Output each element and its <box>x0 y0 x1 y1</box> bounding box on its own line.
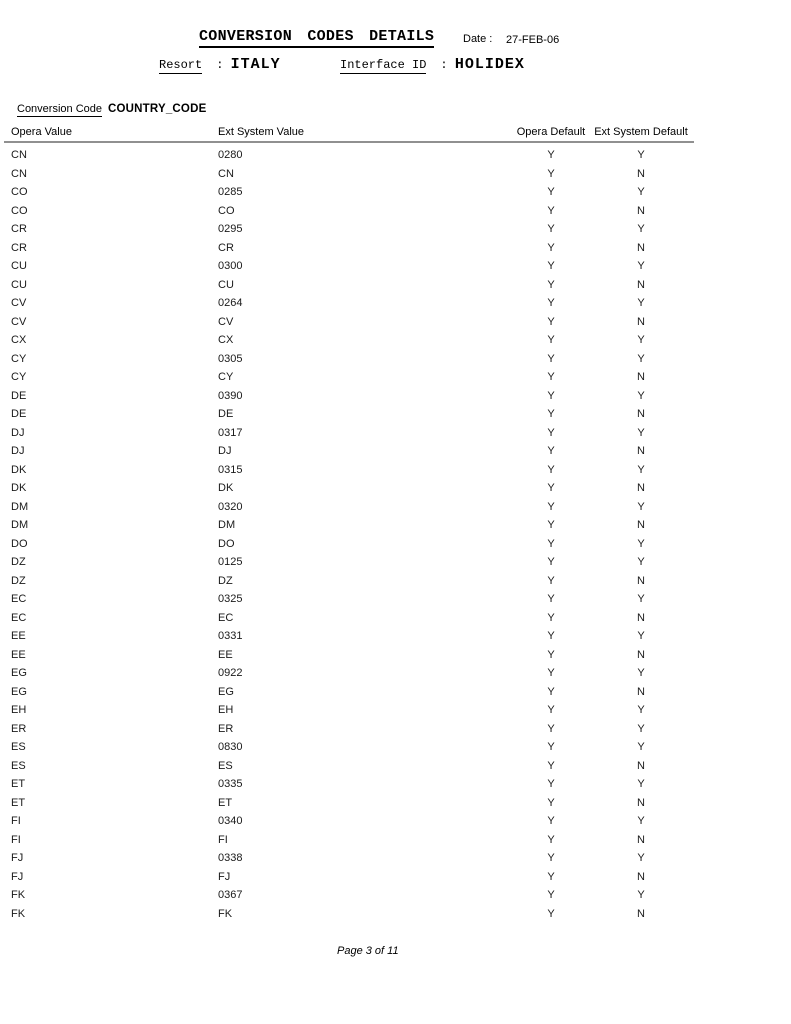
cell-ext-system-value: DO <box>218 537 235 550</box>
cell-opera-value: EH <box>11 704 27 716</box>
cell-ext-system-value: DE <box>218 408 234 420</box>
cell-ext-system-value: FK <box>218 907 233 920</box>
table-row <box>4 368 694 387</box>
cell-opera-value: ET <box>11 778 26 790</box>
cell-ext-system-value: 0390 <box>218 389 243 402</box>
cell-ext-system-default: Y <box>637 852 645 864</box>
cell-opera-default: Y <box>547 815 555 827</box>
cell-ext-system-value: ER <box>218 722 234 735</box>
cell-opera-value: FI <box>11 833 21 846</box>
cell-opera-default: Y <box>547 315 555 328</box>
cell-ext-system-default: Y <box>637 722 645 735</box>
table-row <box>4 442 694 461</box>
cell-ext-system-value: DJ <box>218 445 232 457</box>
cell-ext-system-default: Y <box>637 352 645 365</box>
cell-ext-system-value: ET <box>218 796 233 809</box>
cell-ext-system-value: 0830 <box>218 741 243 753</box>
cell-opera-default: Y <box>547 241 555 254</box>
table-row <box>4 812 694 831</box>
cell-ext-system-default: N <box>637 759 645 772</box>
cell-opera-default: Y <box>547 759 555 772</box>
column-header-opera-value: Opera Value <box>11 126 72 138</box>
cell-ext-system-value: DK <box>218 482 234 494</box>
cell-ext-system-value: 0338 <box>218 852 243 864</box>
cell-ext-system-default: Y <box>637 630 645 642</box>
table-row <box>4 775 694 794</box>
cell-opera-value: CO <box>11 186 28 198</box>
table-row <box>4 183 694 202</box>
cell-opera-value: FJ <box>11 870 24 883</box>
cell-opera-default: Y <box>547 556 555 568</box>
cell-ext-system-default: Y <box>637 389 645 402</box>
table-row <box>4 831 694 850</box>
cell-ext-system-default: Y <box>637 426 645 439</box>
table-row <box>4 646 694 665</box>
cell-ext-system-value: 0317 <box>218 426 243 439</box>
cell-ext-system-default: Y <box>637 186 645 198</box>
table-row <box>4 738 694 757</box>
cell-opera-default: Y <box>547 186 555 198</box>
table-row <box>4 572 694 591</box>
cell-opera-default: Y <box>547 167 555 180</box>
cell-opera-default: Y <box>547 574 555 587</box>
cell-opera-value: DJ <box>11 426 25 439</box>
cell-opera-value: EE <box>11 648 26 661</box>
table-row <box>4 720 694 739</box>
table-row <box>4 165 694 184</box>
conversion-code-value: COUNTRY_CODE <box>108 103 207 115</box>
cell-ext-system-default: Y <box>637 778 645 790</box>
interface-id-value: HOLIDEX <box>454 56 525 73</box>
cell-opera-value: EE <box>11 630 26 642</box>
cell-ext-system-default: N <box>637 611 645 624</box>
cell-ext-system-default: N <box>637 519 645 531</box>
table-row <box>4 479 694 498</box>
cell-ext-system-default: N <box>637 648 645 661</box>
table-row <box>4 609 694 628</box>
resort-label: Resort <box>159 58 203 72</box>
cell-opera-default: Y <box>547 445 555 457</box>
cell-ext-system-value: 0295 <box>218 223 243 235</box>
table-row <box>4 331 694 350</box>
cell-ext-system-default: Y <box>637 223 645 235</box>
cell-ext-system-value: DM <box>218 519 236 531</box>
date-value: 27-FEB-06 <box>506 34 560 46</box>
cell-opera-value: FK <box>11 907 26 920</box>
cell-ext-system-value: FI <box>218 833 228 846</box>
table-row <box>4 590 694 609</box>
cell-opera-value: EG <box>11 685 27 698</box>
cell-opera-default: Y <box>547 204 555 217</box>
cell-ext-system-default: Y <box>637 815 645 827</box>
cell-opera-default: Y <box>547 334 555 346</box>
cell-opera-value: DE <box>11 389 27 402</box>
cell-ext-system-default: N <box>637 371 645 383</box>
cell-opera-value: FJ <box>11 852 24 864</box>
cell-ext-system-default: N <box>637 482 645 494</box>
cell-ext-system-default: N <box>637 241 645 254</box>
table-row <box>4 794 694 813</box>
cell-opera-value: ER <box>11 722 27 735</box>
cell-ext-system-default: N <box>637 907 645 920</box>
cell-opera-default: Y <box>547 371 555 383</box>
cell-opera-value: FK <box>11 889 26 901</box>
cell-ext-system-value: 0922 <box>218 667 243 679</box>
cell-opera-default: Y <box>547 593 555 605</box>
cell-ext-system-default: N <box>637 685 645 698</box>
cell-opera-default: Y <box>547 741 555 753</box>
cell-opera-value: CV <box>11 315 27 328</box>
interface-line <box>340 56 525 73</box>
cell-opera-value: ES <box>11 759 26 772</box>
cell-opera-value: CY <box>11 352 27 365</box>
cell-ext-system-default: Y <box>637 260 645 272</box>
cell-ext-system-default: N <box>637 833 645 846</box>
cell-ext-system-value: CX <box>218 334 234 346</box>
cell-ext-system-value: 0125 <box>218 556 243 568</box>
cell-opera-value: ET <box>11 796 26 809</box>
table-row <box>4 627 694 646</box>
resort-value: ITALY <box>230 56 281 73</box>
cell-opera-default: Y <box>547 149 555 161</box>
cell-opera-default: Y <box>547 463 555 476</box>
table-row <box>4 516 694 535</box>
cell-ext-system-value: 0285 <box>218 186 243 198</box>
cell-ext-system-default: N <box>637 315 645 328</box>
cell-ext-system-default: Y <box>637 537 645 550</box>
cell-opera-value: DK <box>11 463 27 476</box>
cell-opera-value: DM <box>11 500 29 513</box>
cell-ext-system-default: Y <box>637 334 645 346</box>
cell-opera-default: Y <box>547 500 555 513</box>
table-row <box>4 294 694 313</box>
cell-ext-system-value: EG <box>218 685 234 698</box>
table-header-divider <box>4 141 694 143</box>
cell-ext-system-value: 0335 <box>218 778 243 790</box>
cell-opera-value: CV <box>11 297 27 309</box>
cell-opera-value: CR <box>11 223 27 235</box>
table-row <box>4 849 694 868</box>
cell-ext-system-value: EE <box>218 648 233 661</box>
cell-ext-system-value: ES <box>218 759 233 772</box>
table-row <box>4 405 694 424</box>
table-row <box>4 535 694 554</box>
cell-opera-default: Y <box>547 870 555 883</box>
cell-opera-default: Y <box>547 685 555 698</box>
cell-opera-default: Y <box>547 352 555 365</box>
cell-opera-default: Y <box>547 796 555 809</box>
cell-opera-value: DE <box>11 408 27 420</box>
cell-ext-system-default: Y <box>637 500 645 513</box>
cell-opera-value: DZ <box>11 556 26 568</box>
cell-ext-system-default: Y <box>637 704 645 716</box>
cell-opera-default: Y <box>547 278 555 291</box>
cell-opera-value: CY <box>11 371 27 383</box>
table-body <box>4 146 694 923</box>
table-row <box>4 276 694 295</box>
table-row <box>4 350 694 369</box>
resort-line <box>159 56 281 73</box>
cell-ext-system-value: 0280 <box>218 149 243 161</box>
cell-opera-value: EC <box>11 611 27 624</box>
cell-opera-default: Y <box>547 833 555 846</box>
table-row <box>4 239 694 258</box>
conversion-code-label: Conversion Code <box>17 103 102 115</box>
cell-ext-system-value: CR <box>218 241 234 254</box>
cell-ext-system-default: Y <box>637 297 645 309</box>
cell-ext-system-default: N <box>637 167 645 180</box>
table-row <box>4 905 694 924</box>
cell-ext-system-value: 0315 <box>218 463 243 476</box>
table-row <box>4 683 694 702</box>
date-label: Date : <box>463 33 493 45</box>
table-row <box>4 424 694 443</box>
cell-ext-system-value: CN <box>218 167 234 180</box>
cell-opera-default: Y <box>547 482 555 494</box>
cell-ext-system-default: N <box>637 445 645 457</box>
cell-opera-value: DK <box>11 482 27 494</box>
cell-opera-value: FI <box>11 815 21 827</box>
cell-opera-value: DJ <box>11 445 25 457</box>
cell-ext-system-value: 0264 <box>218 297 243 309</box>
cell-opera-default: Y <box>547 852 555 864</box>
cell-opera-value: DO <box>11 537 28 550</box>
cell-opera-value: DZ <box>11 574 26 587</box>
cell-ext-system-value: EH <box>218 704 234 716</box>
cell-opera-default: Y <box>547 537 555 550</box>
table-row <box>4 146 694 165</box>
cell-opera-default: Y <box>547 722 555 735</box>
cell-opera-value: EG <box>11 667 27 679</box>
cell-ext-system-default: N <box>637 408 645 420</box>
cell-ext-system-value: 0331 <box>218 630 243 642</box>
cell-ext-system-default: N <box>637 204 645 217</box>
cell-ext-system-default: Y <box>637 593 645 605</box>
cell-ext-system-value: CY <box>218 371 234 383</box>
cell-ext-system-default: N <box>637 278 645 291</box>
cell-opera-value: CO <box>11 204 28 217</box>
table-row <box>4 257 694 276</box>
cell-opera-value: CU <box>11 278 27 291</box>
cell-ext-system-default: Y <box>637 667 645 679</box>
cell-opera-value: EC <box>11 593 27 605</box>
cell-ext-system-value: 0340 <box>218 815 243 827</box>
cell-opera-default: Y <box>547 907 555 920</box>
cell-ext-system-default: Y <box>637 149 645 161</box>
cell-opera-value: ES <box>11 741 26 753</box>
cell-opera-default: Y <box>547 889 555 901</box>
cell-opera-value: CN <box>11 167 27 180</box>
cell-ext-system-default: Y <box>637 889 645 901</box>
resort-colon: : <box>216 58 224 72</box>
cell-opera-default: Y <box>547 667 555 679</box>
cell-ext-system-value: 0320 <box>218 500 243 513</box>
cell-ext-system-default: Y <box>637 463 645 476</box>
table-row <box>4 461 694 480</box>
cell-ext-system-default: N <box>637 796 645 809</box>
column-header-ext-system-default: Ext System Default <box>594 126 688 138</box>
table-row <box>4 498 694 517</box>
cell-ext-system-default: Y <box>637 741 645 753</box>
cell-ext-system-value: CV <box>218 315 234 328</box>
interface-id-label: Interface ID <box>340 58 427 72</box>
cell-opera-default: Y <box>547 630 555 642</box>
cell-opera-value: DM <box>11 519 29 531</box>
cell-ext-system-value: DZ <box>218 574 233 587</box>
cell-opera-default: Y <box>547 389 555 402</box>
cell-ext-system-default: Y <box>637 556 645 568</box>
cell-opera-default: Y <box>547 408 555 420</box>
cell-ext-system-default: N <box>637 574 645 587</box>
cell-opera-value: CN <box>11 149 27 161</box>
table-row <box>4 202 694 221</box>
cell-ext-system-default: N <box>637 870 645 883</box>
table-row <box>4 886 694 905</box>
table-row <box>4 553 694 572</box>
cell-opera-default: Y <box>547 426 555 439</box>
cell-opera-default: Y <box>547 297 555 309</box>
cell-opera-default: Y <box>547 704 555 716</box>
column-header-ext-system-value: Ext System Value <box>218 126 304 138</box>
cell-opera-value: CX <box>11 334 27 346</box>
cell-ext-system-value: FJ <box>218 870 231 883</box>
column-header-opera-default: Opera Default <box>516 126 586 138</box>
cell-ext-system-value: 0367 <box>218 889 243 901</box>
cell-ext-system-value: 0325 <box>218 593 243 605</box>
cell-ext-system-value: CO <box>218 204 235 217</box>
cell-opera-default: Y <box>547 611 555 624</box>
page-footer: Page 3 of 11 <box>337 945 399 957</box>
cell-ext-system-value: 0305 <box>218 352 243 365</box>
cell-ext-system-value: CU <box>218 278 234 291</box>
table-row <box>4 220 694 239</box>
cell-opera-default: Y <box>547 519 555 531</box>
cell-ext-system-value: 0300 <box>218 260 243 272</box>
cell-opera-default: Y <box>547 648 555 661</box>
cell-opera-default: Y <box>547 223 555 235</box>
cell-opera-value: CU <box>11 260 27 272</box>
cell-opera-default: Y <box>547 260 555 272</box>
table-row <box>4 701 694 720</box>
cell-opera-value: CR <box>11 241 27 254</box>
interface-id-colon: : <box>440 58 448 72</box>
page-title: CONVERSION CODES DETAILS <box>199 28 434 48</box>
table-row <box>4 757 694 776</box>
cell-ext-system-value: EC <box>218 611 234 624</box>
table-row <box>4 868 694 887</box>
table-row <box>4 664 694 683</box>
cell-opera-default: Y <box>547 778 555 790</box>
table-row <box>4 313 694 332</box>
table-row <box>4 387 694 406</box>
